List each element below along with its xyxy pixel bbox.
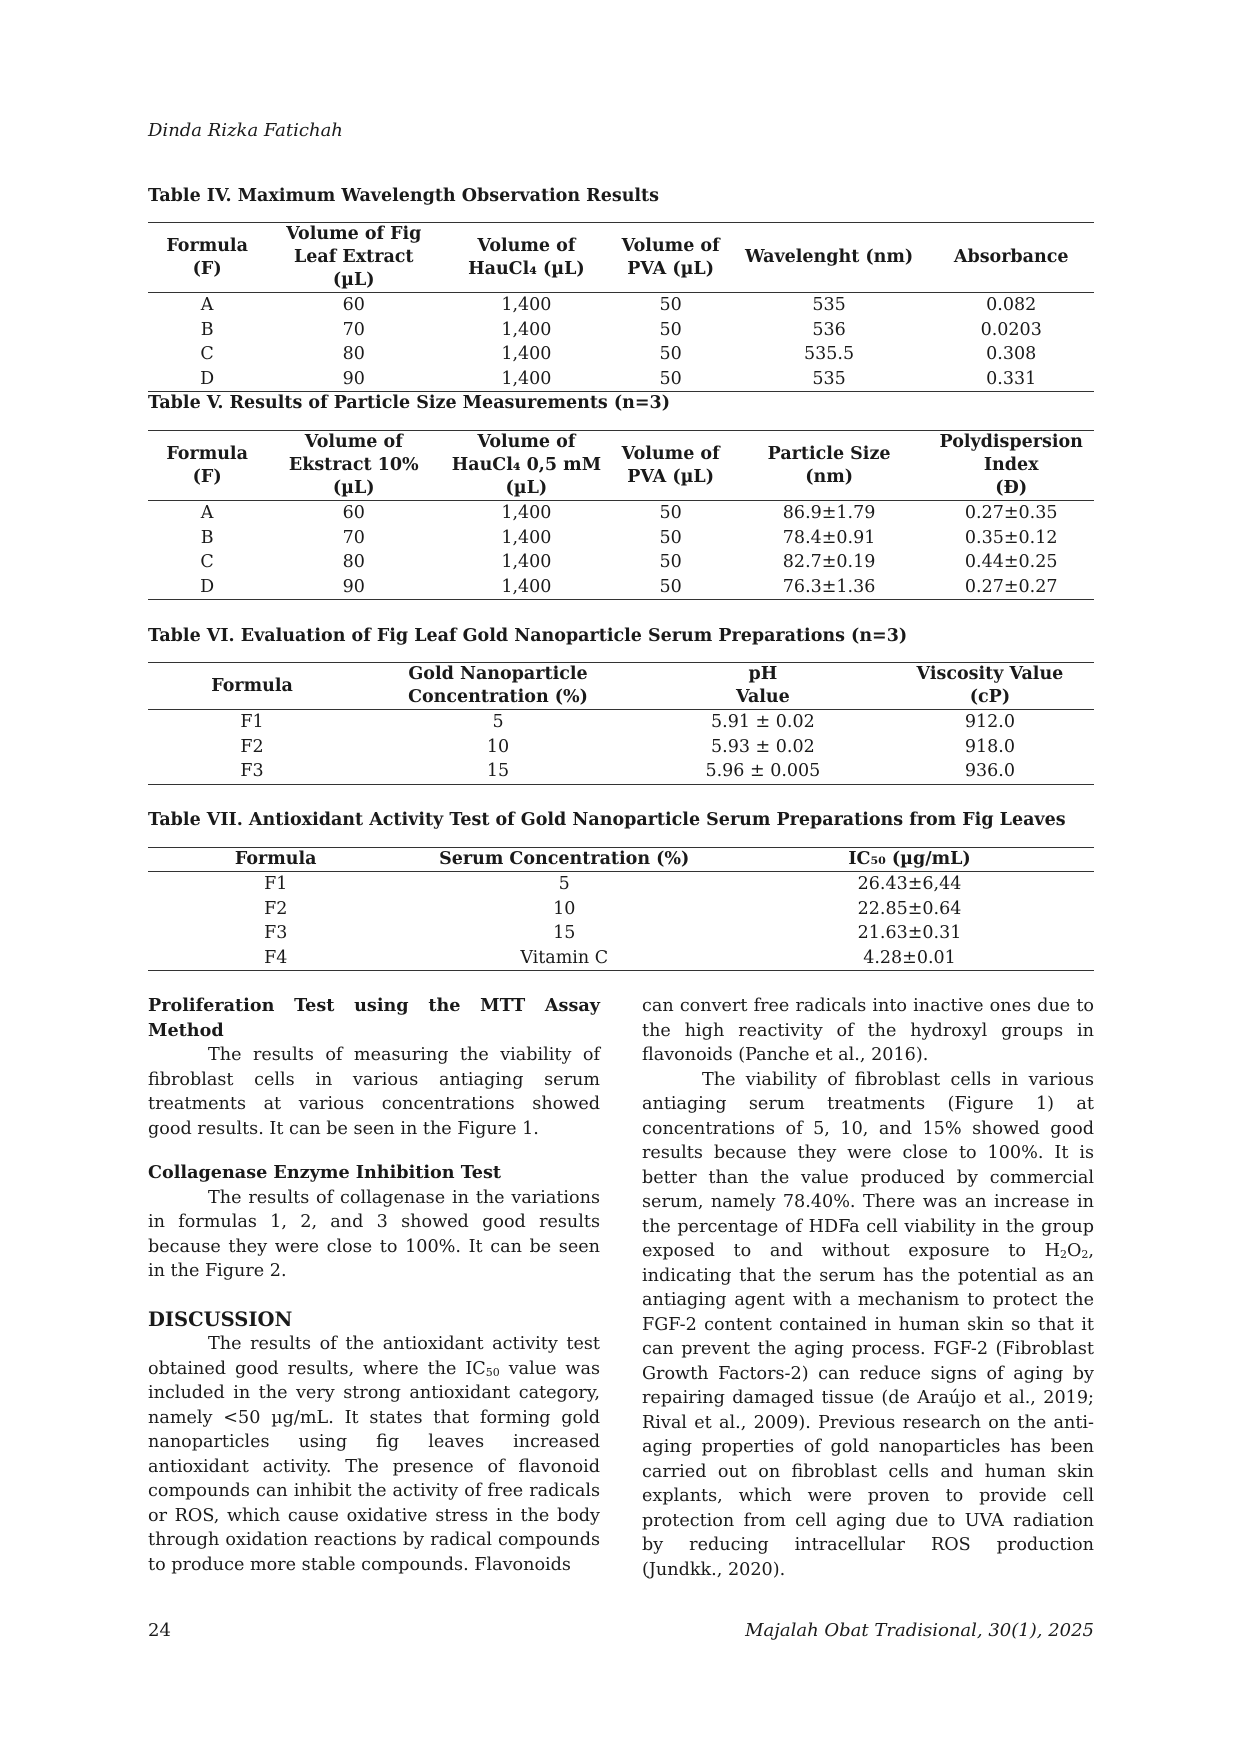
table-cell: F4 (148, 946, 403, 971)
column-header (730, 431, 929, 501)
header-line: (cP) (969, 687, 1011, 707)
table-cell: 86.9±1.79 (782, 503, 876, 523)
header-line: Formula (166, 235, 248, 256)
h2o2-o: O (1066, 1241, 1082, 1261)
header-row (148, 663, 1094, 710)
header-line: Gold Nanoparticle (408, 664, 588, 684)
header-line: Index (983, 455, 1039, 475)
h2o2-subscript-2: 2 (1081, 1248, 1089, 1261)
table-cell: 90 (266, 575, 441, 600)
table5 (148, 430, 1094, 600)
table-row (148, 293, 1094, 318)
running-head-author: Dinda Rizka Fatichah (148, 120, 343, 141)
table-cell: C (200, 552, 214, 572)
table-cell: A (200, 503, 214, 523)
table7 (148, 847, 1094, 971)
header-line: HauCl₄ 0,5 mM (451, 455, 602, 475)
table-cell: 50 (612, 367, 730, 392)
table-cell: 912.0 (964, 712, 1015, 732)
table-cell: 0.082 (986, 295, 1037, 315)
table-row (148, 872, 1094, 897)
header-line: IC₅₀ (µg/mL) (848, 849, 971, 869)
column-header (148, 431, 266, 501)
table-cell: 78.4±0.91 (782, 527, 876, 548)
table-cell: 5.93 ± 0.02 (711, 736, 815, 757)
table-cell: D (148, 367, 266, 392)
header-line: Volume of Fig (286, 224, 422, 244)
collagenase-paragraph: The results of collagenase in the variations in formulas 1, 2, and 3 showed good results because they were close to 100%. It can be seen in the Figure 2. (148, 1187, 600, 1281)
table-row (148, 575, 1094, 600)
header-line: HauCl₄ (µL) (468, 258, 585, 279)
table-cell: 80 (342, 552, 365, 572)
table-cell: 15 (553, 923, 576, 943)
table-cell: 22.85±0.64 (857, 898, 962, 919)
table-cell: 0.308 (986, 344, 1037, 364)
table-cell: 5 (558, 874, 570, 894)
table-cell: 1,400 (501, 295, 552, 315)
table6-caption: Table VI. Evaluation of Fig Leaf Gold Nanoparticle Serum Preparations (n=3) (148, 626, 908, 646)
table5-body (148, 501, 1094, 600)
table-cell: 50 (659, 552, 682, 572)
column-header (612, 223, 730, 293)
header-line: Ekstract 10% (288, 455, 419, 475)
header-line: (µL) (332, 478, 375, 498)
table-cell: 90 (266, 367, 441, 392)
header-line: PVA (µL) (627, 258, 714, 279)
header-line: Serum Concentration (%) (439, 849, 690, 869)
header-row (148, 431, 1094, 501)
column-header (441, 431, 611, 501)
table-row (148, 550, 1094, 575)
column-header (356, 663, 640, 710)
ic50-subscript: 50 (485, 1365, 500, 1379)
column-header (148, 223, 266, 293)
column-header (403, 848, 725, 872)
table-cell: 0.27±0.27 (928, 575, 1094, 600)
table-cell: 0.35±0.12 (964, 527, 1058, 548)
header-line: (F) (192, 258, 222, 279)
table4-header (148, 223, 1094, 293)
header-line: PVA (µL) (627, 466, 714, 487)
table-cell: 10 (553, 898, 576, 919)
header-line: Particle Size (767, 443, 891, 464)
header-line: (F) (192, 466, 222, 487)
header-line: Viscosity Value (916, 664, 1064, 684)
table-cell: 50 (659, 527, 682, 548)
header-line: Wavelenght (nm) (744, 247, 914, 267)
table-row (148, 897, 1094, 922)
table-row (148, 526, 1094, 551)
table-cell: 0.27±0.35 (964, 503, 1058, 523)
table4 (148, 222, 1094, 392)
table-row (148, 501, 1094, 526)
flavonoid-paragraph-continued: can convert free radicals into inactive ones due to the high reactivity of the hydroxyl groups in flavonoids (Panche et al., 2016). (642, 996, 1094, 1065)
header-line: Polydispersion (939, 432, 1083, 452)
table-cell: 0.331 (928, 367, 1094, 392)
table-cell: 918.0 (964, 736, 1015, 757)
header-line: Absorbance (953, 247, 1069, 267)
column-header (148, 663, 356, 710)
table-cell: 21.63±0.31 (857, 923, 962, 943)
table-cell: A (200, 295, 214, 315)
table7-body (148, 872, 1094, 971)
table-row (148, 946, 1094, 971)
header-row (148, 848, 1094, 872)
table-row (148, 759, 1094, 784)
table-cell: 26.43±6,44 (857, 874, 962, 894)
table-cell: 1,400 (501, 527, 552, 548)
column-header (266, 431, 441, 501)
table-cell: 50 (659, 295, 682, 315)
column-header (928, 431, 1094, 501)
table5-caption: Table V. Results of Particle Size Measurements (n=3) (148, 393, 670, 413)
discussion-text-2: value was included in the very strong antioxidant category, namely <50 µg/mL. It states that forming gold nanoparticles using fig leaves increased antioxidant activity. The presence of flavonoid compounds can inhibit the activity of free radicals or ROS, which cause oxidative stress in the body through oxidation reactions by radical compounds to produce more stable compounds. Flavonoids (148, 1358, 601, 1575)
column-header (441, 223, 611, 293)
discussion-text-1: The results of the antioxidant activity test obtained good results, where the IC (148, 1334, 600, 1379)
table-cell: F2 (240, 736, 264, 757)
header-line: Formula (166, 443, 248, 464)
table-cell: 50 (659, 344, 682, 364)
table-cell: 1,400 (441, 367, 611, 392)
table-cell: 1,400 (501, 503, 552, 523)
table-cell: 536 (812, 319, 846, 340)
table-cell: 535.5 (804, 344, 855, 364)
proliferation-heading: Proliferation Test using the MTT Assay Method (148, 995, 600, 1041)
header-line: Formula (211, 675, 293, 696)
table-cell: 50 (659, 319, 682, 340)
table-row (148, 735, 1094, 760)
table6 (148, 662, 1094, 785)
header-line: (nm) (805, 466, 853, 487)
column-header (725, 848, 1094, 872)
journal-citation: Majalah Obat Tradisional, 30(1), 2025 (745, 1620, 1094, 1641)
table-cell: 5.91 ± 0.02 (711, 712, 815, 732)
table-cell: 5 (492, 712, 504, 732)
table7-caption: Table VII. Antioxidant Activity Test of Gold Nanoparticle Serum Preparations from Fig Leaves (148, 810, 1066, 830)
table-cell: 1,400 (501, 344, 552, 364)
viability-text-2: , indicating that the serum has the potential as an antiaging agent with a mechanism to protect the FGF-2 content contained in human skin so that it can prevent the aging process. FGF-2 (Fibroblast Growth Factors-2) can reduce signs of aging by repairing damaged tissue (de Araújo et al., 2019; Rival et al., 2009). Previous research on the anti-aging properties of gold nanoparticles has been carried out on fibroblast cells and human skin explants, which were proven to provide cell protection from cell aging due to UVA radiation by reducing intracellular ROS production (Jundkk., 2020). (642, 1241, 1094, 1580)
header-line: Formula (234, 849, 317, 869)
table-cell: 50 (659, 503, 682, 523)
left-column (148, 994, 600, 1577)
table-cell: 4.28±0.01 (725, 946, 1094, 971)
header-line: (µL) (505, 478, 548, 498)
proliferation-paragraph: The results of measuring the viability of fibroblast cells in various antiaging serum treatments at various concentrations showed good results. It can be seen in the Figure 1. (148, 1045, 600, 1139)
header-line: Volume of (477, 432, 576, 452)
column-header (612, 431, 730, 501)
table-cell: 80 (342, 344, 365, 364)
table-row (148, 921, 1094, 946)
column-header (148, 848, 403, 872)
table6-body (148, 710, 1094, 785)
journal-page (148, 0, 1094, 1754)
collagenase-heading: Collagenase Enzyme Inhibition Test (148, 1162, 502, 1183)
column-header (266, 223, 441, 293)
table-cell: B (200, 527, 214, 548)
column-header (928, 223, 1094, 293)
header-line: pH (748, 664, 778, 684)
table-row (148, 342, 1094, 367)
header-row (148, 223, 1094, 293)
table-cell: C (200, 344, 214, 364)
h2o2-subscript-1: 2 (1059, 1248, 1067, 1261)
table-cell: 0.0203 (980, 319, 1042, 340)
table-cell: 1,400 (501, 319, 552, 340)
right-column (642, 994, 1094, 1582)
header-line: Volume of (477, 235, 576, 256)
column-header (640, 663, 886, 710)
table-cell: 535 (812, 295, 846, 315)
discussion-heading: DISCUSSION (148, 1307, 293, 1331)
table-cell: 0.44±0.25 (964, 552, 1058, 572)
header-line: Leaf Extract (µL) (293, 247, 414, 290)
table-cell: 82.7±0.19 (782, 552, 876, 572)
discussion-paragraph (148, 1332, 600, 1577)
table-cell: B (200, 319, 214, 340)
table-row (148, 710, 1094, 735)
column-header (886, 663, 1094, 710)
header-line: Concentration (%) (408, 687, 588, 707)
table-cell: 1,400 (501, 552, 552, 572)
table-cell: 70 (342, 319, 365, 340)
table-row (148, 367, 1094, 392)
table-cell: 50 (612, 575, 730, 600)
table-cell: F2 (264, 898, 288, 919)
table-cell: Vitamin C (403, 946, 725, 971)
header-line: Value (735, 687, 790, 707)
table-cell: 5.96 ± 0.005 (640, 759, 886, 784)
table-row (148, 318, 1094, 343)
table-cell: F1 (264, 874, 288, 894)
viability-paragraph (642, 1068, 1094, 1583)
header-line: (Đ) (995, 478, 1028, 498)
column-header (730, 223, 929, 293)
table-cell: 15 (356, 759, 640, 784)
table4-body (148, 293, 1094, 392)
table5-header (148, 431, 1094, 501)
viability-text-1: The viability of fibroblast cells in various antiaging serum treatments (Figure 1) at concentrations of 5, 10, and 15% showed good results because they were close to 100%. It is better than the value produced by commercial serum, namely 78.40%. There was an increase in the percentage of HDFa cell viability in the group exposed to and without exposure to H (642, 1069, 1094, 1261)
table4-caption: Table IV. Maximum Wavelength Observation Results (148, 186, 659, 206)
table-cell: 76.3±1.36 (730, 575, 929, 600)
table-cell: 60 (342, 503, 365, 523)
page-number: 24 (148, 1620, 171, 1641)
table-cell: 535 (730, 367, 929, 392)
table-cell: 1,400 (441, 575, 611, 600)
table-cell: 936.0 (886, 759, 1094, 784)
table-cell: F1 (240, 712, 264, 732)
table-cell: D (148, 575, 266, 600)
header-line: Volume of (621, 235, 720, 256)
table-cell: F3 (264, 923, 288, 943)
header-line: Volume of (304, 432, 403, 452)
header-line: Volume of (621, 443, 720, 464)
table-cell: 70 (342, 527, 365, 548)
table-cell: F3 (148, 759, 356, 784)
table6-header (148, 663, 1094, 710)
table-cell: 60 (342, 295, 365, 315)
table-cell: 10 (486, 736, 510, 757)
table7-header (148, 848, 1094, 872)
